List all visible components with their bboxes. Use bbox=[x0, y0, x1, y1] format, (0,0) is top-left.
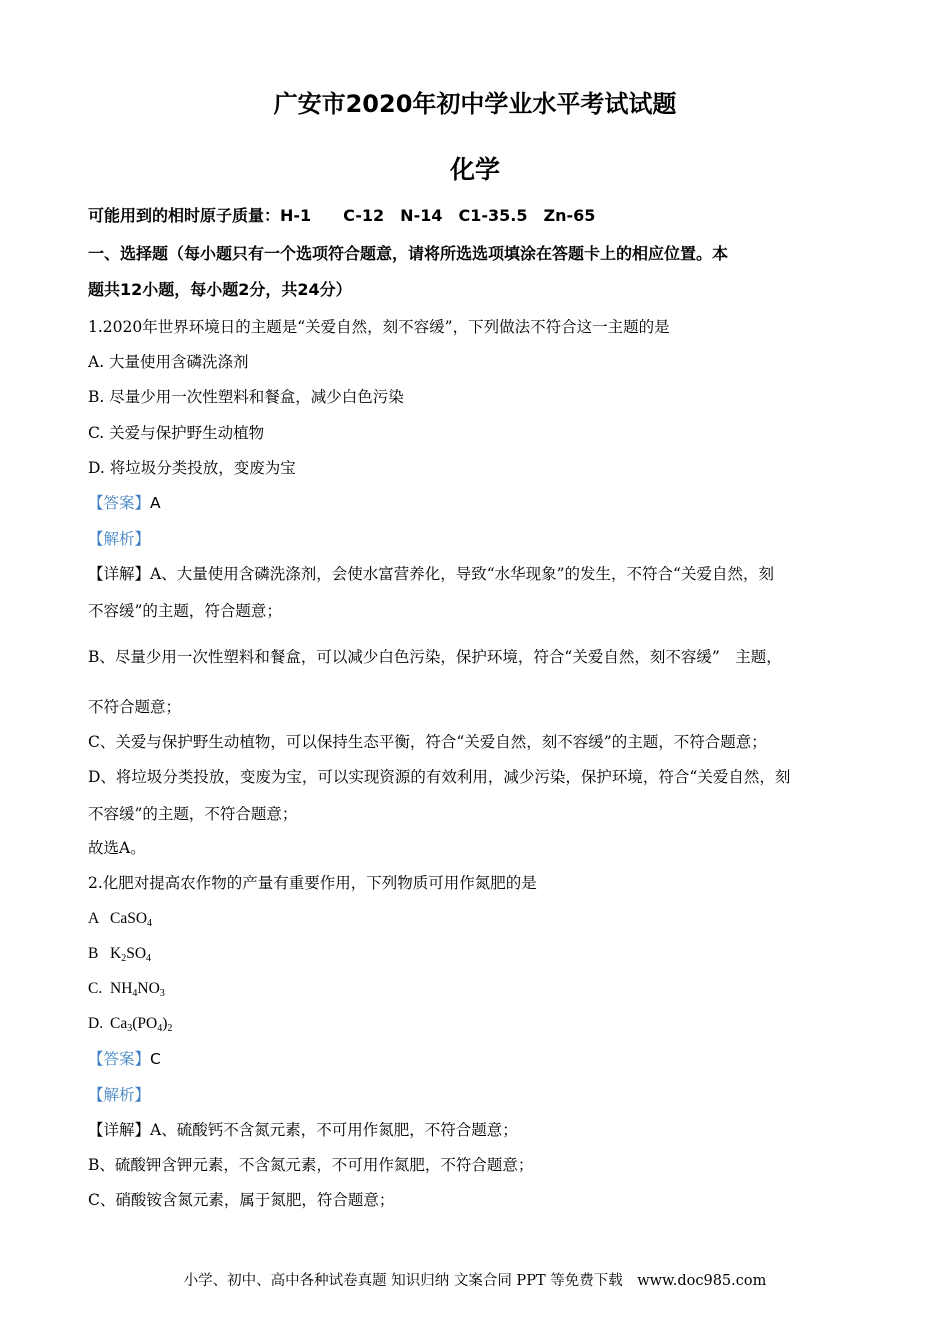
q1-option-a: A. 大量使用含磷洗涤剂 bbox=[88, 353, 249, 371]
detail-tag: 【详解】 bbox=[88, 565, 151, 583]
detail-text: A、大量使用含磷洗涤剂，会使水富营养化，导致“水华现象”的发生，不符合“关爱自然，刻 bbox=[150, 565, 774, 583]
q2-analysis-tag: 【解析】 bbox=[88, 1086, 151, 1104]
q1-stem: 1.2020年世界环境日的主题是“关爱自然，刻不容缓”，下列做法不符合这一主题的是 bbox=[88, 318, 670, 336]
q2-detail-line: C、硝酸铵含氮元素，属于氮肥，符合题意； bbox=[88, 1191, 395, 1209]
formula-subscript: 4 bbox=[146, 953, 152, 964]
q1-detail-line: 不容缓”的主题，符合题意； bbox=[88, 602, 282, 620]
q1-conclusion: 故选A。 bbox=[88, 839, 146, 857]
q1-detail-line: C、关爱与保护野生动植物，可以保持生态平衡，符合“关爱自然，刻不容缓”的主题，不符合题意； bbox=[88, 733, 767, 751]
q2-detail-line: B、硫酸钾含钾元素，不含氮元素，不可用作氮肥，不符合题意； bbox=[88, 1156, 534, 1174]
answer-tag: 【答案】 bbox=[88, 494, 151, 512]
q2-option-a bbox=[88, 909, 878, 929]
q1-detail-line: D、将垃圾分类投放，变废为宝，可以实现资源的有效利用，减少污染，保护环境，符合“关爱自然，刻 bbox=[88, 768, 791, 786]
exam-title: 广安市2020年初中学业水平考试试题 bbox=[273, 90, 677, 118]
formula-subscript: 3 bbox=[127, 1023, 133, 1034]
q2-answer bbox=[88, 1049, 878, 1069]
answer-value: C bbox=[150, 1050, 161, 1068]
q1-option-d: D. 将垃圾分类投放，变废为宝 bbox=[88, 459, 296, 477]
formula-subscript: 2 bbox=[167, 1023, 173, 1034]
q2-option-b bbox=[88, 944, 878, 964]
atomic-mass-line: 可能用到的相时原子质量：H-1 C-12 N-14 C1-35.5 Zn-65 bbox=[88, 206, 596, 225]
formula-part: NO bbox=[137, 980, 160, 997]
formula-part: Ca bbox=[110, 1015, 128, 1032]
formula-part: ) bbox=[162, 1015, 168, 1032]
q2-stem: 2.化肥对提高农作物的产量有重要作用，下列物质可用作氮肥的是 bbox=[88, 874, 537, 892]
q1-option-b: B. 尽量少用一次性塑料和餐盒，减少白色污染 bbox=[88, 388, 404, 406]
q1-detail-line bbox=[88, 564, 878, 584]
detail-text: A、硫酸钙不含氮元素，不可用作氮肥，不符合题意； bbox=[150, 1121, 518, 1139]
q1-analysis-tag: 【解析】 bbox=[88, 530, 151, 548]
q2-option-c bbox=[88, 979, 878, 999]
formula-subscript: 3 bbox=[159, 988, 165, 999]
section-heading-line1: 一、选择题（每小题只有一个选项符合题意，请将所选选项填涂在答题卡上的相应位置。本 bbox=[88, 244, 729, 263]
q1-detail-line: 不容缓”的主题，不符合题意； bbox=[88, 805, 298, 823]
formula-part: SO bbox=[126, 945, 147, 962]
formula-subscript: 4 bbox=[157, 1023, 163, 1034]
q2-option-d bbox=[88, 1014, 878, 1034]
section-heading-line2: 题共12小题，每小题2分，共24分） bbox=[88, 280, 352, 299]
q2-detail-line bbox=[88, 1120, 878, 1140]
option-letter: A bbox=[88, 910, 100, 927]
option-letter: B bbox=[88, 945, 99, 962]
formula-part: (PO bbox=[132, 1015, 158, 1032]
formula-part: NH bbox=[110, 980, 133, 997]
page-footer: 小学、初中、高中各种试卷真题 知识归纳 文案合同 PPT 等免费下载 www.doc985.com bbox=[183, 1273, 767, 1289]
formula-subscript: 4 bbox=[132, 988, 138, 999]
q1-detail-line: B、尽量少用一次性塑料和餐盒，可以减少白色污染，保护环境，符合“关爱自然，刻不容缓” 主题， bbox=[88, 648, 782, 666]
formula-part: CaSO bbox=[110, 910, 148, 927]
formula-subscript: 2 bbox=[121, 953, 127, 964]
subject-title: 化学 bbox=[449, 155, 500, 184]
q1-answer bbox=[88, 493, 878, 513]
detail-tag: 【详解】 bbox=[88, 1121, 151, 1139]
q1-option-c: C. 关爱与保护野生动植物 bbox=[88, 424, 265, 442]
q1-detail-line: 不符合题意； bbox=[88, 698, 182, 716]
answer-value: A bbox=[150, 494, 161, 512]
option-letter: C. bbox=[88, 980, 103, 997]
option-letter: D. bbox=[88, 1015, 104, 1032]
answer-tag: 【答案】 bbox=[88, 1050, 151, 1068]
formula-part: K bbox=[110, 945, 122, 962]
formula-subscript: 4 bbox=[147, 918, 153, 929]
